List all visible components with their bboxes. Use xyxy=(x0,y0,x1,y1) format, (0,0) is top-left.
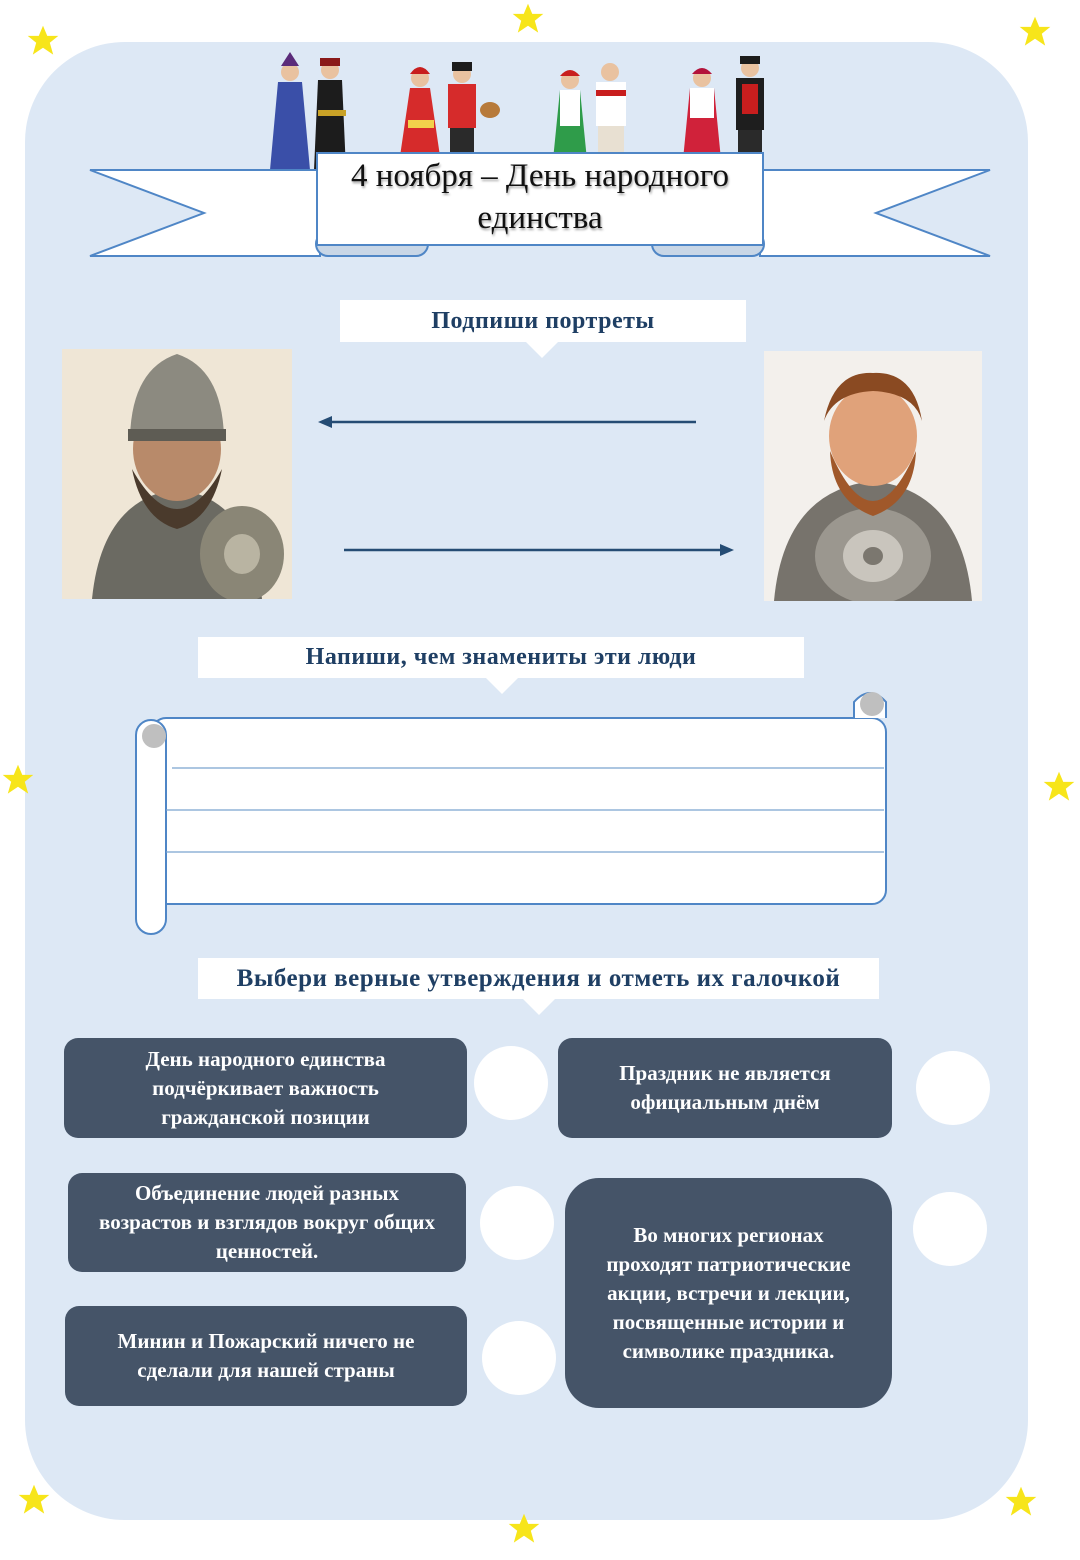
star-icon xyxy=(17,1483,51,1517)
heading-fame: Напиши, чем знамениты эти люди xyxy=(198,637,804,678)
portrait-left xyxy=(62,349,292,599)
star-icon xyxy=(1042,770,1076,804)
statement-card: Во многих регионах проходят патриотические акции, встречи и лекции, посвященные истории и символике праздника. xyxy=(565,1178,892,1408)
answer-checkbox[interactable] xyxy=(474,1046,548,1120)
heading-sign-portraits: Подпиши портреты xyxy=(340,300,746,342)
star-icon xyxy=(1,763,35,797)
statement-card: Объединение людей разных возрастов и взглядов вокруг общих ценностей. xyxy=(68,1173,466,1272)
answer-checkbox[interactable] xyxy=(480,1186,554,1260)
star-icon xyxy=(1004,1485,1038,1519)
heading-pointer-icon xyxy=(526,342,558,358)
arrow-left-icon xyxy=(318,414,698,430)
statement-card: День народного единства подчёркивает важность гражданской позиции xyxy=(64,1038,467,1138)
statement-card: Праздник не является официальным днём xyxy=(558,1038,892,1138)
star-icon xyxy=(26,24,60,58)
statement-card: Минин и Пожарский ничего не сделали для нашей страны xyxy=(65,1306,467,1406)
answer-checkbox[interactable] xyxy=(482,1321,556,1395)
heading-pointer-icon xyxy=(523,999,555,1015)
writing-scroll[interactable] xyxy=(134,686,888,936)
answer-checkbox[interactable] xyxy=(913,1192,987,1266)
star-icon xyxy=(511,2,545,36)
arrow-right-icon xyxy=(344,542,734,558)
portrait-right xyxy=(764,351,982,601)
star-icon xyxy=(1018,15,1052,49)
page-title: 4 ноября – День народного единства xyxy=(351,158,729,236)
star-icon xyxy=(507,1512,541,1546)
answer-checkbox[interactable] xyxy=(916,1051,990,1125)
heading-statements: Выбери верные утверждения и отметь их галочкой xyxy=(198,958,879,999)
